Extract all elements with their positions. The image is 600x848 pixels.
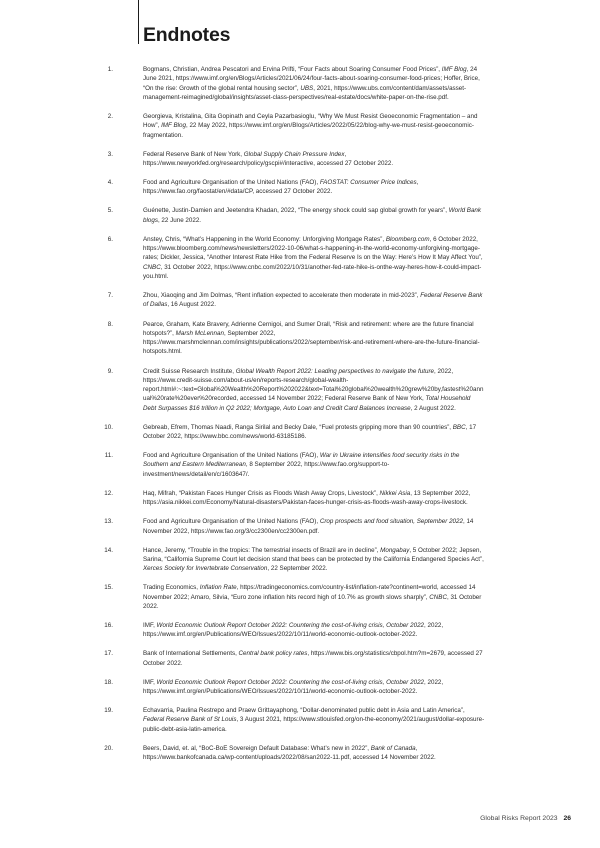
endnote-text xyxy=(143,621,485,640)
endnote-source-title: Federal Reserve Bank of St Louis xyxy=(143,716,237,724)
endnote-item xyxy=(0,291,600,310)
endnote-text xyxy=(143,706,485,734)
endnote-item xyxy=(0,706,600,734)
endnote-number: 1. xyxy=(107,66,113,73)
endnote-text-segment: , 17 October 2022, https://www.bbc.com/news/world-63185186. xyxy=(143,423,477,441)
endnote-item xyxy=(0,649,600,668)
endnote-text xyxy=(143,423,485,442)
endnote-text-segment: , 22 June 2022. xyxy=(157,216,202,224)
endnote-number: 19. xyxy=(104,707,113,715)
endnote-number: 8. xyxy=(107,320,113,328)
endnote-item xyxy=(0,65,600,102)
endnote-text-segment: , 2022, https://www.imf.org/en/Publications/WEO/Issues/2022/10/11/world-economic-outlook-october-2022. xyxy=(143,678,444,696)
endnote-source-title: Xerces Society for Invertebrate Conservation xyxy=(143,565,268,573)
endnote-item xyxy=(0,489,600,508)
endnote-text xyxy=(143,291,485,310)
endnote-text xyxy=(143,112,485,140)
endnote-source-title: War in Ukraine intensifies food security risks in the Southern and Eastern Mediterranean xyxy=(143,452,460,469)
endnote-text-segment: Trading Economics, xyxy=(143,584,200,592)
endnote-text-segment: Hance, Jeremy, “Trouble in the tropics: The terrestrial insects of Brazil are in decline”, xyxy=(143,546,381,554)
endnote-text-segment: Pearce, Graham, Kate Bravery, Adrienne Cernigoi, and Sumer Drall, “Risk and retirement: where are the future financial hotspots?”, xyxy=(143,320,474,337)
endnote-item xyxy=(0,423,600,442)
footer-report-title: Global Risks Report 2023 xyxy=(480,815,558,822)
endnote-number: 7. xyxy=(107,292,113,300)
endnote-text-segment: , 14 November 2022, https://www.fao.org/3/cc2300en/cc2300en.pdf. xyxy=(143,518,474,535)
endnote-text xyxy=(143,583,485,611)
endnote-source-title: Federal Reserve Bank of Dallas xyxy=(143,292,483,309)
endnote-number: 14. xyxy=(104,546,113,554)
endnote-number: 15. xyxy=(104,584,113,592)
endnote-text xyxy=(143,178,485,197)
endnote-number: 18. xyxy=(104,678,113,686)
endnote-item xyxy=(0,320,600,357)
endnote-source-title: Global Supply Chain Pressure Index xyxy=(243,150,345,158)
endnote-text xyxy=(143,744,485,763)
endnote-source-title: Global Wealth Report 2022: Leading perspectives to navigate the future xyxy=(235,367,435,375)
endnote-number: 20. xyxy=(104,744,113,752)
endnote-item xyxy=(0,546,600,574)
endnote-text-segment: , 2022, https://www.imf.org/en/Publications/WEO/Issues/2022/10/11/world-economic-outlook-october-2022. xyxy=(143,622,444,639)
endnote-number: 13. xyxy=(104,518,113,526)
endnote-text xyxy=(143,649,485,668)
endnote-source-title: World Economic Outlook Report October 2022: Countering the cost-of-living crisis, October 2022 xyxy=(156,678,425,686)
endnote-item xyxy=(0,451,600,479)
endnote-text xyxy=(143,65,485,102)
endnote-source-title: World Economic Outlook Report October 2022: Countering the cost-of-living crisis, October 2022 xyxy=(156,622,425,630)
page-number: 26 xyxy=(563,815,571,822)
endnote-item xyxy=(0,621,600,640)
title-accent-rule xyxy=(138,0,139,44)
endnote-item xyxy=(0,206,600,225)
endnote-text-segment: Beers, David, et. al, “BoC-BoE Sovereign Default Database: What’s new in 2022”, xyxy=(143,744,371,752)
endnote-text-segment: , 5 October 2022; Jepsen, Sarina, “California Supreme Court let decision stand that bees can be protected by the California Endangered Species Act”, xyxy=(143,546,484,563)
endnote-text-segment: Food and Agriculture Organisation of the United Nations (FAO), xyxy=(143,179,320,187)
endnote-text-segment: , https://www.bis.org/statistics/cbpol.htm?m=2679, accessed 27 October 2022. xyxy=(143,650,483,667)
endnote-text-segment: , 8 September 2022, https://www.fao.org/support-to-investment/news/detail/en/c/1603647/. xyxy=(143,461,390,478)
endnote-source-title: Mongabay xyxy=(380,546,410,554)
endnote-text-segment: Gebreab, Efrem, Thomas Naadi, Ranga Sirilal and Becky Dale, “Fuel protests gripping more than 90 countries”, xyxy=(143,423,453,431)
endnote-text-segment: , 3 August 2021, https://www.stlouisfed.org/on-the-economy/2021/august/dollar-exposure-public-debt-asia-latin-america. xyxy=(143,716,485,733)
endnote-number: 12. xyxy=(104,489,113,497)
endnote-text-segment: , 22 May 2022, https://www.imf.org/en/Blogs/Articles/2022/05/22/blog-why-we-must-resist-geoeconomic-fragmentation. xyxy=(143,122,474,139)
endnote-text-segment: , 2 August 2022. xyxy=(410,404,456,412)
endnote-text-segment: , https://www.bankofcanada.ca/wp-content/uploads/2022/08/san2022-11.pdf, accessed 14 November 2022. xyxy=(143,744,436,762)
endnote-number: 3. xyxy=(107,150,113,158)
endnote-text-segment: Echavarria, Paulina Restrepo and Praew Grittayaphong, “Dollar-denominated public debt in Asia and Latin America”, xyxy=(143,707,465,715)
endnote-text-segment: , 24 June 2021, https://www.imf.org/en/Blogs/Articles/2021/06/24/four-facts-about-soaring-consumer-food-prices; Hoffer, Brice, “On the rise: Growth of the global rental housing sector”, xyxy=(143,66,480,92)
endnote-text-segment: , https://www.newyorkfed.org/research/policy/gscpi#/interactive, accessed 27 October 2022. xyxy=(143,150,394,167)
endnote-source-title: CNBC xyxy=(429,593,447,601)
endnote-text-segment: Georgieva, Kristalina, Gita Gopinath and Ceyla Pazarbasioglu, “Why We Must Resist Geoeconomic Fragmentation – and How”, xyxy=(143,112,478,130)
endnote-item xyxy=(0,517,600,536)
endnote-number: 6. xyxy=(107,235,113,243)
endnote-source-title: IMF Blog xyxy=(441,66,467,73)
endnote-text-segment: Credit Suisse Research Institute, xyxy=(143,367,236,375)
endnote-source-title: World Bank blogs xyxy=(143,207,482,224)
endnote-source-title: Bank of Canada xyxy=(370,744,416,752)
endnote-text-segment: , 16 August 2022. xyxy=(167,301,216,309)
endnote-text-segment: , 2021, https://www.ubs.com/content/dam/assets/asset-management-reimagined/global/insights/asset-class-perspectives/real-estate/docs/white-paper-on-the-rise.pdf. xyxy=(143,84,467,101)
endnote-item xyxy=(0,178,600,197)
endnote-text-segment: Bogmans, Christian, Andrea Pescatori and Ervina Prifti, “Four Facts about Soaring Consumer Food Prices”, xyxy=(143,66,442,73)
endnote-text-segment: , 31 October 2022. xyxy=(143,593,482,610)
endnote-source-title: BBC xyxy=(452,423,466,431)
endnote-text-segment: , 6 October 2022, https://www.bloomberg.com/news/newsletters/2022-10-06/what-s-happening-in-the-world-economy-unforgiving-mortgage-rates; Dickler, Jessica, “Another Interest Rate Hike from the Federal Reserve Is on the Way: Here’s How It May Affect You”, xyxy=(143,235,483,262)
endnote-text-segment: Federal Reserve Bank of New York, xyxy=(143,150,244,158)
endnote-text xyxy=(143,206,485,225)
endnote-text-segment: , 13 September 2022, https://asia.nikkei.com/Economy/Natural-disasters/Pakistan-faces-hunger-crisis-as-floods-wash-away-crops-livestock. xyxy=(143,489,471,507)
endnote-text-segment: , https://www.fao.org/faostat/en/#data/CP, accessed 27 October 2022. xyxy=(143,179,419,196)
endnote-item xyxy=(0,678,600,697)
endnote-source-title: IMF Blog xyxy=(161,122,186,130)
endnote-source-title: Central bank policy rates xyxy=(238,650,308,658)
endnote-text-segment: , 31 October 2022, https://www.cnbc.com/2022/10/31/another-fed-rate-hike-is-onthe-way-heres-how-it-could-impact-you.html. xyxy=(143,263,482,281)
endnote-item xyxy=(0,235,600,281)
endnote-text-segment: Haq, Mifrah, “Pakistan Faces Hunger Crisis as Floods Wash Away Crops, Livestock”, xyxy=(143,489,380,497)
endnote-text-segment: , 2022, https://www.credit-suisse.com/about-us/en/reports-research/global-wealth-report.html#:~:text=Global%20Wealth%20Report%202022&text=Total%20global%20wealth%20grew%20by,fastest%20annual%20rate%20ever%20recorded, accessed 14 November 2022; Federal Reserve Bank of New York, xyxy=(143,367,484,403)
endnote-source-title: Nikkei Asia xyxy=(379,489,411,497)
endnote-text-segment: IMF, xyxy=(143,622,157,630)
endnote-number: 16. xyxy=(104,622,113,630)
endnote-source-title: Bloomberg.com xyxy=(385,235,430,243)
endnote-text xyxy=(143,489,485,508)
endnote-text xyxy=(143,451,485,479)
page-title: Endnotes xyxy=(143,24,231,46)
endnote-source-title: Total Household Debt Surpasses $16 trillion in Q2 2022; Mortgage, Auto Loan and Credit Card Balances Increase xyxy=(143,395,471,412)
endnote-source-title: CNBC xyxy=(143,263,161,271)
endnote-number: 9. xyxy=(107,367,113,375)
endnote-number: 5. xyxy=(107,207,113,215)
endnote-source-title: FAOSTAT: Consumer Price Indices xyxy=(319,179,417,187)
endnote-number: 11. xyxy=(104,452,113,460)
endnote-source-title: Inflation Rate xyxy=(199,584,237,592)
endnote-text xyxy=(143,235,485,281)
endnote-text-segment: IMF, xyxy=(143,678,157,686)
endnote-number: 4. xyxy=(107,179,113,187)
endnote-text-segment: Anstey, Chris, “What’s Happening in the World Economy: Unforgiving Mortgage Rates”, xyxy=(143,235,386,243)
endnote-text xyxy=(143,150,485,169)
endnote-text xyxy=(143,517,485,536)
endnote-number: 10. xyxy=(104,423,113,431)
endnote-text xyxy=(143,546,485,574)
endnote-text xyxy=(143,678,485,697)
endnote-item xyxy=(0,112,600,140)
endnote-text-segment: , https://tradingeconomics.com/country-list/inflation-rate?continent=world, accessed 14 November 2022; Amaro, Silvia, “Euro zone inflation hits record high of 10.7% as growth slows sharply”, xyxy=(143,584,476,601)
endnote-text-segment: Food and Agriculture Organisation of the United Nations (FAO), xyxy=(143,518,320,526)
page-footer xyxy=(480,814,571,823)
endnote-number: 2. xyxy=(107,112,113,120)
endnote-text-segment: Zhou, Xiaoqing and Jim Dolmas, “Rent inflation expected to accelerate then moderate in mid-2023”, xyxy=(143,292,421,300)
endnote-source-title: Marsh McLennan xyxy=(175,329,224,337)
endnote-item xyxy=(0,150,600,169)
endnote-text-segment: , 22 September 2022. xyxy=(267,565,328,573)
endnotes-list xyxy=(0,65,600,772)
endnote-source-title: Crop prospects and food situation, September 2022 xyxy=(319,518,463,526)
endnote-text xyxy=(143,367,485,413)
endnote-text-segment: Food and Agriculture Organisation of the United Nations (FAO), xyxy=(143,452,320,460)
endnote-source-title: UBS xyxy=(300,84,314,92)
endnote-item xyxy=(0,367,600,413)
endnote-item xyxy=(0,583,600,611)
endnote-text-segment: , September 2022, https://www.marshmclennan.com/insights/publications/2022/september/risk-and-retirement-where-are-the-future-financial-hotspots.html. xyxy=(143,329,480,356)
endnote-text-segment: Bank of International Settlements, xyxy=(143,650,239,658)
endnote-text xyxy=(143,320,485,357)
endnote-number: 17. xyxy=(104,650,113,658)
endnote-text-segment: Guénette, Justin-Damien and Jeetendra Khadan, 2022, “The energy shock could sap global growth for years”, xyxy=(143,207,449,215)
endnote-item xyxy=(0,744,600,763)
